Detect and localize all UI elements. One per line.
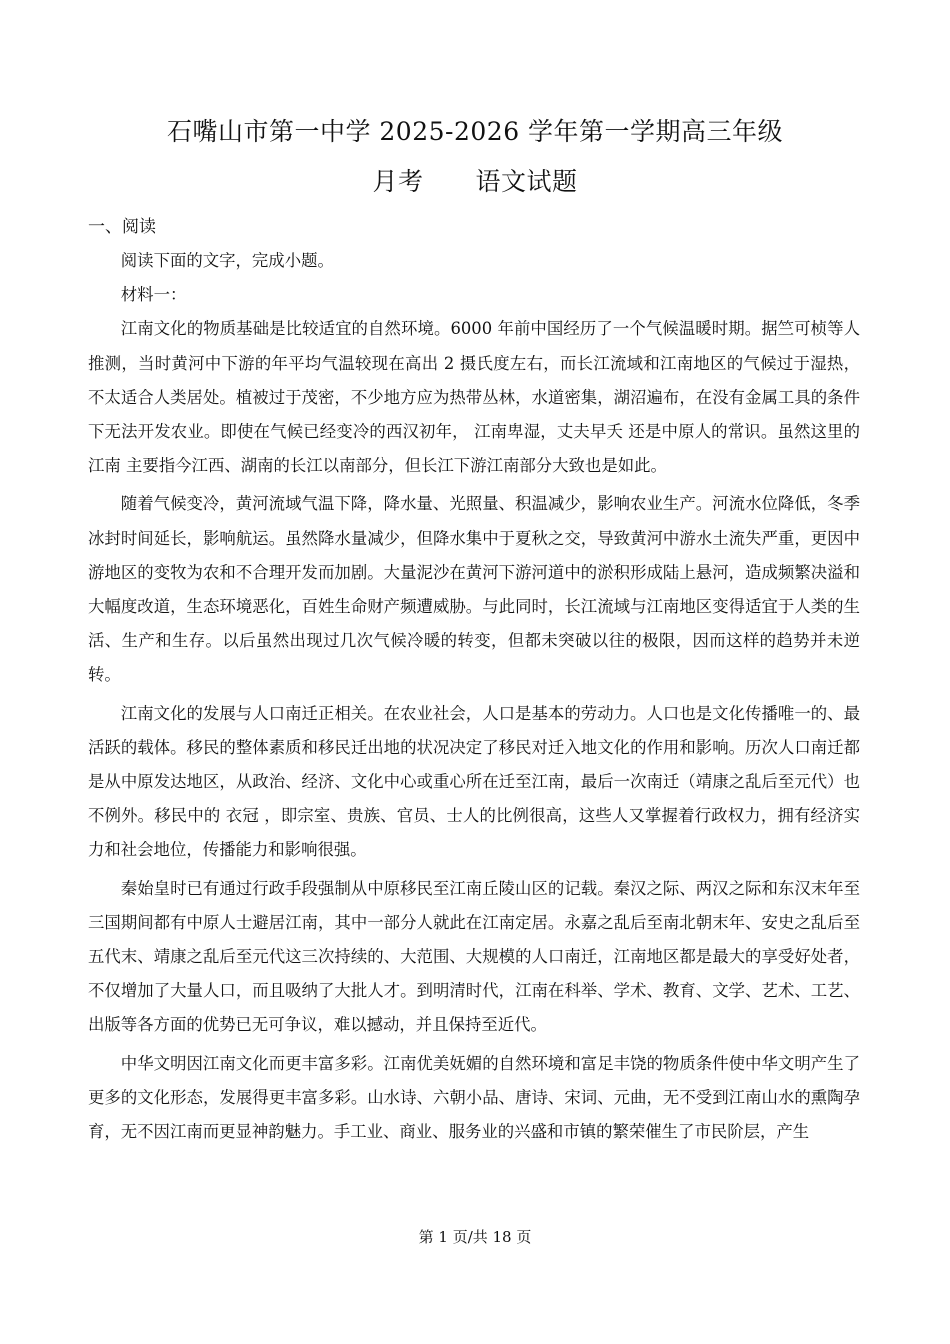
passage-paragraph: 随着气候变冷，黄河流域气温下降，降水量、光照量、积温减少，影响农业生产。河流水位降低，冬季冰封时间延长，影响航运。虽然降水量减少，但降水集中于夏秋之交，导致黄河中游水土流失严重，更因中游地区的变牧为农和不合理开发而加剧。大量泥沙在黄河下游河道中的淤积形成陆上悬河，造成频繁决溢和大幅度改道，生态环境恶化，百姓生命财产频遭威胁。与此同时，长江流域与江南地区变得适宜于人类的生活、生产和生存。以后虽然出现过几次气候冷暖的转变，但都未突破以往的极限，因而这样的趋势并未逆转。 (88, 494, 860, 685)
section-heading: 一、阅读 (88, 217, 156, 237)
passage-paragraph: 江南文化的发展与人口南迁正相关。在农业社会，人口是基本的劳动力。人口也是文化传播唯一的、最活跃的载体。移民的整体素质和移民迁出地的状况决定了移民对迁入地文化的作用和影响。历次人口南迁都是从中原发达地区，从政治、经济、文化中心或重心所在迁至江南，最后一次南迁（靖康之乱后至元代）也不例外。移民中的 衣冠 ，即宗室、贵族、官员、士人的比例很高，这些人又掌握着行政权力，拥有经济实力和社会地位，传播能力和影响很强。 (88, 703, 860, 860)
reading-passage (88, 244, 860, 1149)
page-number: 第 1 页/共 18 页 (418, 1228, 532, 1246)
instruction-text: 阅读下面的文字，完成小题。 (120, 251, 334, 270)
passage-paragraph: 中华文明因江南文化而更丰富多彩。江南优美妩媚的自然环境和富足丰饶的物质条件使中华文明产生了更多的文化形态，发展得更丰富多彩。山水诗、六朝小品、唐诗、宋词、元曲，无不受到江南山水的熏陶孕育，无不因江南而更显神韵魅力。手工业、商业、服务业的兴盛和市镇的繁荣催生了市民阶层，产生 (88, 1053, 860, 1142)
passage-paragraph: 江南文化的物质基础是比较适宜的自然环境。6000 年前中国经历了一个气候温暖时期。据竺可桢等人推测，当时黄河中下游的年平均气温较现在高出 2 摄氏度左右，而长江流域和江南地区的气候过于湿热，不太适合人类居处。植被过于茂密，不少地方应为热带丛林，水道密集，湖沼遍布，在没有金属工具的条件下无法开发农业。即使在气候已经变冷的西汉初年， 江南卑湿，丈夫早夭 还是中原人的常识。虽然这里的 江南 主要指今江西、湖南的长江以南部分，但长江下游江南部分大致也是如此。 (88, 319, 860, 476)
passage-paragraph: 秦始皇时已有通过行政手段强制从中原移民至江南丘陵山区的记载。秦汉之际、两汉之际和东汉末年至三国期间都有中原人士避居江南，其中一部分人就此在江南定居。永嘉之乱后至南北朝末年、安史之乱后至五代末、靖康之乱后至元代这三次持续的、大范围、大规模的人口南迁，江南地区都是最大的享受好处者，不仅增加了大量人口，而且吸纳了大批人才。到明清时代，江南在科举、学术、教育、文学、艺术、工艺、出版等各方面的优势已无可争议，难以撼动，并且保持至近代。 (88, 878, 860, 1035)
exam-title-line2: 月考 语文试题 (372, 167, 578, 196)
exam-title-line1: 石嘴山市第一中学 2025-2026 学年第一学期高三年级 (166, 117, 784, 146)
material-label: 材料一： (120, 285, 187, 305)
